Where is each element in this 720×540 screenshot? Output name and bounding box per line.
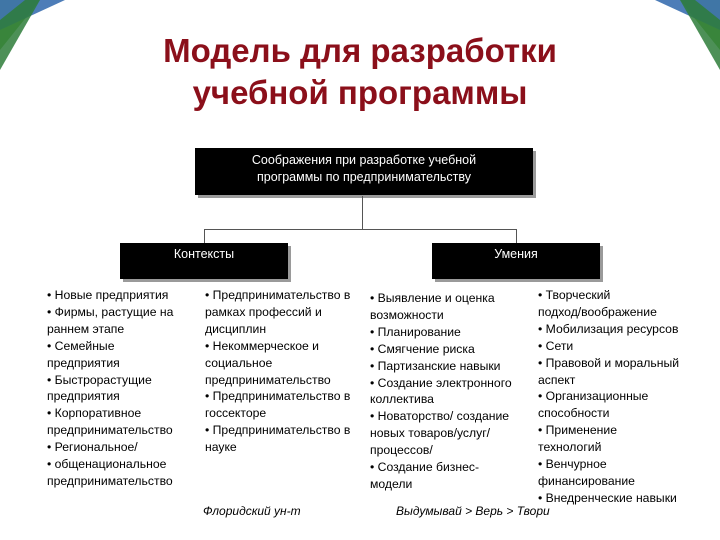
list-item: предпринимательство: [47, 423, 173, 438]
list-item: • Партизанские навыки: [370, 358, 501, 373]
list-item: раннем этапе: [47, 321, 125, 336]
considerations-line-1: Соображения при разработке учебной: [251, 153, 477, 167]
footer-motto: Выдумывай > Верь > Твори: [396, 504, 550, 518]
connector-right-drop: [516, 229, 517, 243]
skills-box: [432, 243, 600, 279]
title-line-1: Модель для разработки: [163, 32, 557, 69]
list-item: аспект: [538, 372, 576, 387]
list-item: • Венчурное: [538, 457, 607, 472]
list-item: • Некоммерческое и: [205, 338, 319, 353]
list-item: • Выявление и оценка: [370, 291, 495, 305]
title-line-2: учебной программы: [192, 74, 528, 111]
list-item: предприятия: [47, 389, 120, 404]
skills-label: Умения: [494, 247, 538, 261]
considerations-line-2: программы по предпринимательству: [256, 170, 472, 184]
list-item: новых товаров/услуг/: [370, 426, 491, 441]
list-item: рамках профессий и: [205, 304, 322, 319]
list-item: коллектива: [370, 392, 434, 407]
list-item: • общенациональное: [47, 457, 167, 472]
list-item: • Новые предприятия: [47, 288, 169, 302]
list-item: • Предпринимательство в: [205, 423, 351, 438]
list-item: госсекторе: [205, 406, 267, 421]
list-item: • Создание электронного: [370, 375, 512, 390]
contexts-list-sectors: [205, 287, 350, 456]
contexts-box: [120, 243, 288, 279]
list-item: • Применение: [538, 423, 617, 438]
list-item: процессов/: [370, 443, 433, 458]
list-item: • Сети: [538, 338, 574, 353]
list-item: модели: [370, 476, 413, 491]
list-item: науке: [205, 440, 237, 455]
skills-list-process: [370, 290, 512, 493]
list-item: • Новаторство/ создание: [370, 409, 510, 424]
list-item: подход/воображение: [538, 304, 657, 319]
list-item: дисциплин: [205, 321, 267, 336]
footer-university: Флоридский ун-т: [203, 504, 301, 518]
list-item: • Предпринимательство в: [205, 288, 351, 302]
connector-horizontal: [204, 229, 517, 230]
list-item: способности: [538, 406, 610, 421]
list-item: предприятия: [47, 355, 120, 370]
contexts-label: Контексты: [173, 247, 235, 261]
list-item: • Семейные: [47, 338, 115, 353]
list-item: • Региональное/: [47, 440, 138, 455]
connector-vertical-top: [362, 196, 363, 230]
connector-left-drop: [204, 229, 205, 243]
top-left-decoration: [0, 0, 70, 80]
list-item: предпринимательство: [205, 372, 331, 387]
list-item: • Творческий: [538, 288, 611, 302]
list-item: • Фирмы, растущие на: [47, 304, 174, 319]
list-item: • Предпринимательство в: [205, 389, 351, 404]
list-item: финансирование: [538, 473, 635, 488]
list-item: • Организационные: [538, 389, 649, 404]
skills-list-personal: [538, 287, 679, 507]
list-item: • Правовой и моральный: [538, 355, 680, 370]
top-right-decoration: [650, 0, 720, 80]
list-item: • Создание бизнес-: [370, 460, 480, 475]
list-item: • Планирование: [370, 324, 461, 339]
list-item: • Смягчение риска: [370, 341, 475, 356]
list-item: предпринимательство: [47, 473, 173, 488]
list-item: • Внедренческие навыки: [538, 490, 677, 505]
considerations-box: [195, 148, 533, 195]
list-item: технологий: [538, 440, 602, 455]
contexts-list-enterprises: [47, 287, 173, 490]
page-title: [100, 30, 620, 114]
list-item: • Быстрорастущие: [47, 372, 152, 387]
list-item: возможности: [370, 307, 444, 322]
list-item: социальное: [205, 355, 273, 370]
list-item: • Корпоративное: [47, 406, 142, 421]
list-item: • Мобилизация ресурсов: [538, 321, 679, 336]
